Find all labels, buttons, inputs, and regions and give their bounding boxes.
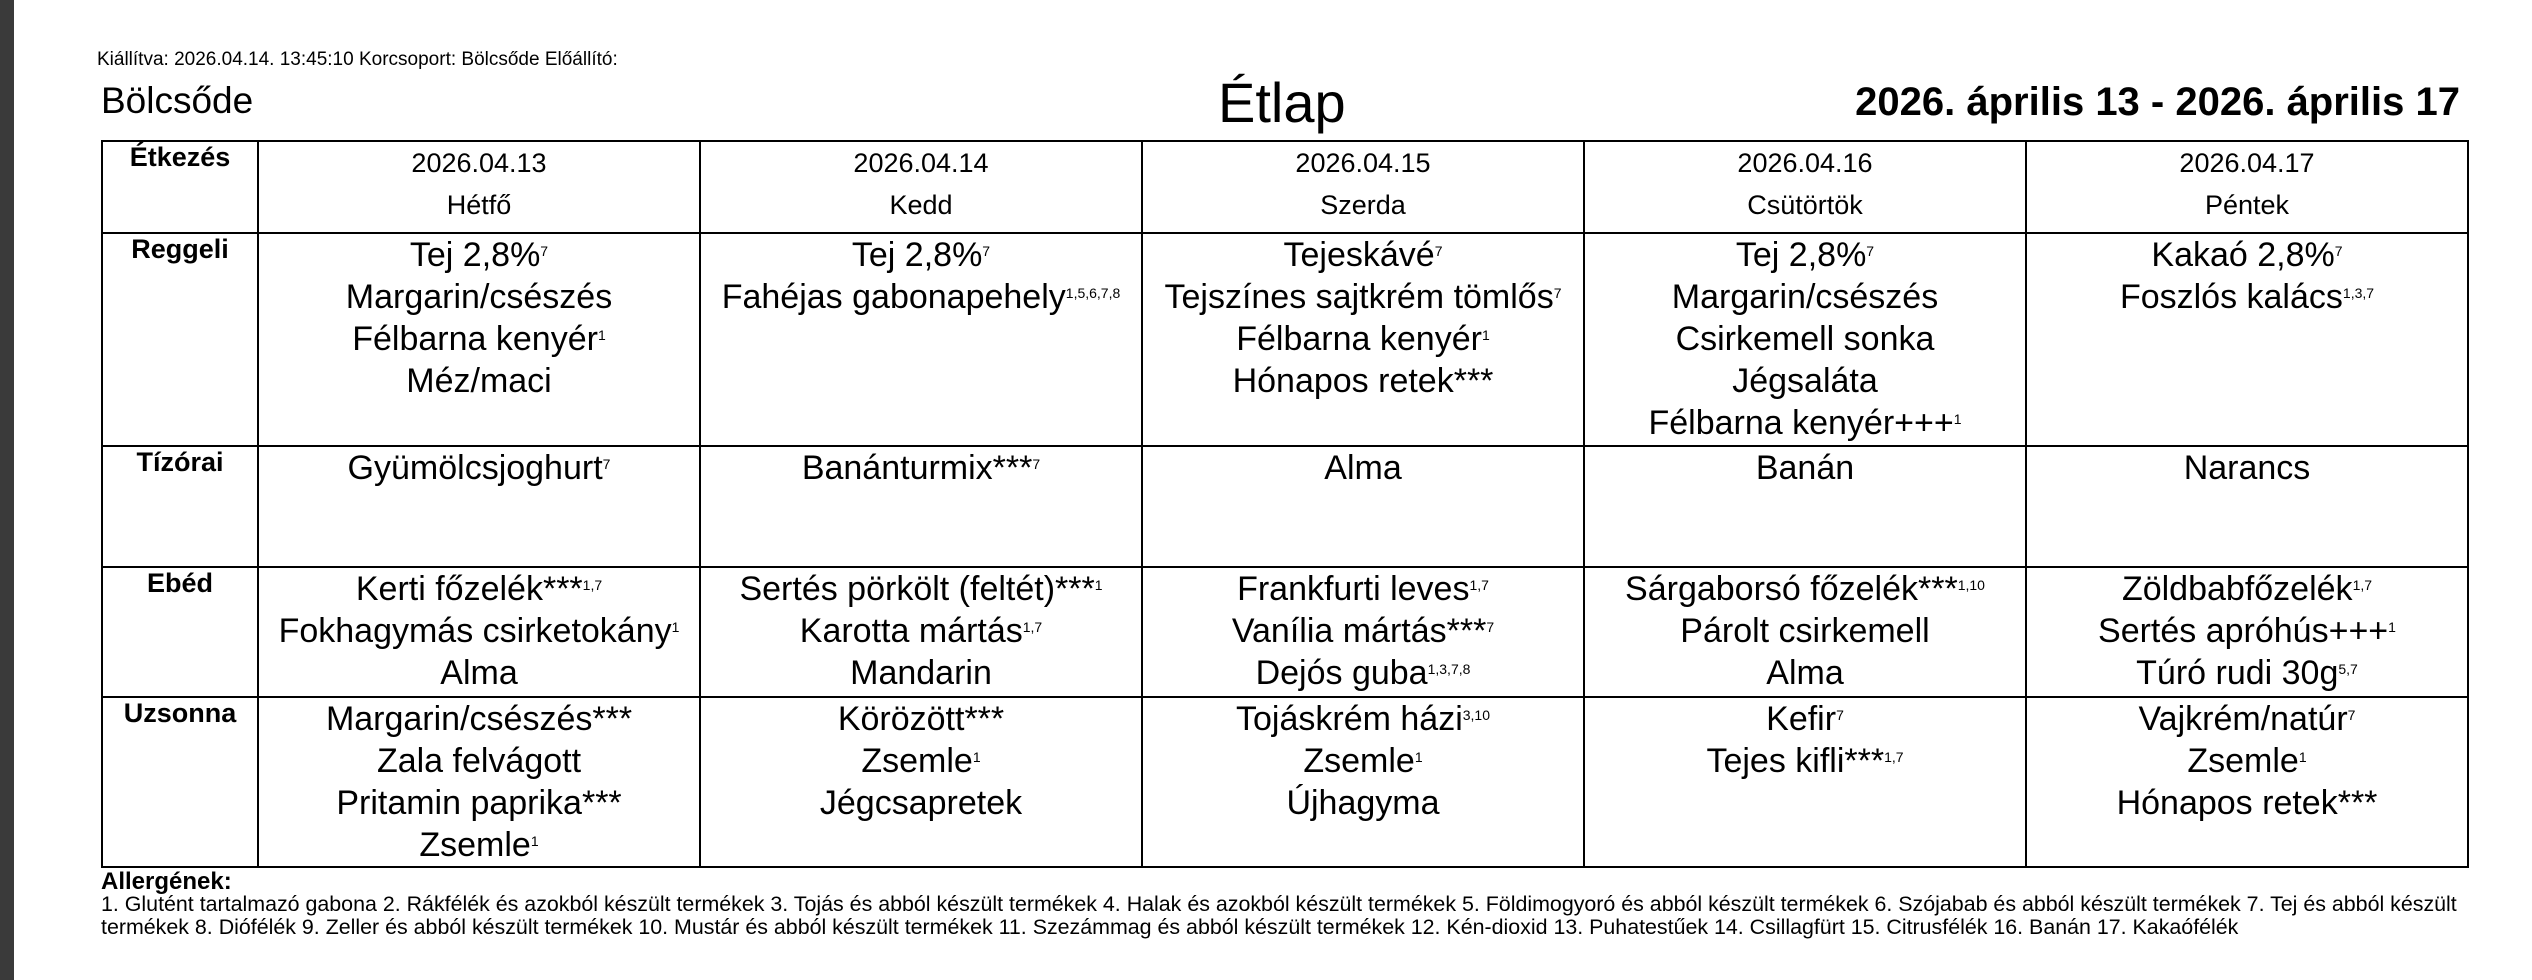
menu-cell (2026, 446, 2468, 567)
allergen-codes: 1 (1094, 577, 1103, 594)
menu-item (1585, 276, 2025, 318)
menu-item-text: Margarin/csészés (345, 278, 613, 316)
menu-item-text: Félbarna kenyér (1236, 320, 1482, 358)
menu-item (701, 652, 1141, 694)
menu-item-text: Pritamin paprika*** (336, 784, 622, 822)
menu-item-text: Tej 2,8% (1735, 236, 1867, 274)
day-date: 2026.04.13 (411, 148, 547, 178)
menu-item (259, 360, 699, 402)
menu-item (2027, 740, 2467, 782)
menu-item (1585, 610, 2025, 652)
menu-item-text: Dejós guba (1255, 654, 1428, 692)
allergen-codes: 1 (530, 833, 539, 850)
allergen-codes: 1 (2298, 749, 2307, 766)
day-name: Hétfő (446, 190, 512, 220)
menu-item (701, 740, 1141, 782)
day-name: Szerda (1320, 190, 1406, 220)
menu-item-text: Narancs (2183, 449, 2311, 487)
menu-item (2027, 610, 2467, 652)
menu-cell (258, 233, 700, 446)
menu-item-text: Alma (1324, 449, 1402, 487)
menu-item-text: Csirkemell sonka (1675, 320, 1935, 358)
allergen-codes: 1,5,6,7,8 (1065, 285, 1121, 302)
allergen-codes: 1 (2388, 619, 2396, 636)
menu-item (1143, 782, 1583, 824)
menu-cell (1584, 446, 2026, 567)
menu-cell (700, 697, 1142, 867)
menu-cell (700, 233, 1142, 446)
allergen-codes: 1 (1953, 411, 1962, 428)
day-date: 2026.04.15 (1295, 148, 1431, 178)
menu-item (701, 782, 1141, 824)
menu-item-text: Hónapos retek*** (1232, 362, 1494, 400)
menu-item-text: Sertés apróhús+++ (2098, 612, 2389, 650)
menu-item-text: Tojáskrém házi (1236, 700, 1463, 738)
menu-item (259, 610, 699, 652)
menu-cell (2026, 233, 2468, 446)
day-name: Csütörtök (1747, 190, 1863, 220)
day-name: Péntek (2204, 190, 2290, 220)
allergen-codes: 7 (2347, 707, 2356, 724)
menu-item (1585, 447, 2025, 489)
menu-cell (2026, 697, 2468, 867)
age-group-title: Bölcsőde (101, 80, 254, 121)
menu-cell (1584, 233, 2026, 446)
menu-item-text: Félbarna kenyér (352, 320, 598, 358)
allergen-codes: 7 (602, 456, 611, 473)
allergen-codes: 1,7 (2352, 577, 2373, 594)
menu-cell (700, 446, 1142, 567)
menu-cell (1142, 567, 1584, 697)
menu-item (701, 276, 1141, 318)
day-name: Kedd (889, 190, 953, 220)
day-header (1584, 141, 2026, 233)
allergen-codes: 1,7 (1469, 577, 1489, 594)
menu-item-text: Zala felvágott (376, 742, 582, 780)
menu-item (1143, 740, 1583, 782)
page-title: Étlap (1218, 71, 1346, 134)
period-title: 2026. április 13 - 2026. április 17 (1855, 80, 2460, 124)
menu-item (1585, 740, 2025, 782)
menu-item (1585, 402, 2025, 444)
menu-item-text: Margarin/csészés (1671, 278, 1939, 316)
menu-item (259, 698, 699, 740)
menu-item (2027, 234, 2467, 276)
menu-item-text: Újhagyma (1286, 784, 1440, 822)
menu-item-text: Tej 2,8% (409, 236, 541, 274)
menu-item-text: Banán (1755, 449, 1855, 487)
menu-item-text: Zöldbabfőzelék (2121, 570, 2353, 608)
allergen-codes: 1 (597, 327, 606, 344)
menu-item (1143, 360, 1583, 402)
menu-cell (700, 567, 1142, 697)
menu-item (701, 234, 1141, 276)
menu-item (259, 276, 699, 318)
day-header (1142, 141, 1584, 233)
menu-item (1585, 568, 2025, 610)
meal-label: Ebéd (102, 567, 258, 697)
menu-item-text: Zsemle (861, 742, 973, 780)
day-date: 2026.04.17 (2179, 148, 2315, 178)
menu-item-text: Zsemle (419, 826, 531, 864)
menu-item (2027, 652, 2467, 694)
menu-item-text: Frankfurti leves (1237, 570, 1470, 608)
menu-item (259, 568, 699, 610)
menu-item-text: Párolt csirkemell (1680, 612, 1930, 650)
menu-item-text: Tejszínes sajtkrém tömlős (1164, 278, 1554, 316)
menu-item-text: Karotta mártás (799, 612, 1023, 650)
menu-cell (1584, 697, 2026, 867)
allergen-codes: 7 (1434, 243, 1443, 260)
menu-item (1143, 276, 1583, 318)
day-header (2026, 141, 2468, 233)
menu-item-text: Banánturmix*** (801, 449, 1033, 487)
menu-item (701, 447, 1141, 489)
menu-item-text: Méz/maci (406, 362, 552, 400)
menu-item (701, 698, 1141, 740)
allergen-codes: 1 (1481, 327, 1490, 344)
menu-item (1585, 652, 2025, 694)
allergen-codes: 7 (2334, 243, 2343, 260)
day-date: 2026.04.14 (853, 148, 989, 178)
menu-item-text: Tejeskávé (1283, 236, 1435, 274)
menu-item-text: Vanília mártás*** (1231, 612, 1487, 650)
menu-item-text: Túró rudi 30g (2136, 654, 2339, 692)
meal-row (102, 446, 2468, 567)
menu-cell (1142, 697, 1584, 867)
day-header (258, 141, 700, 233)
table-header-row (102, 141, 2468, 233)
day-date: 2026.04.16 (1737, 148, 1873, 178)
day-header (700, 141, 1142, 233)
menu-item (1143, 234, 1583, 276)
menu-item-text: Fokhagymás csirketokány (278, 612, 672, 650)
allergen-codes: 7 (540, 243, 549, 260)
menu-cell (258, 446, 700, 567)
menu-item-text: Zsemle (2187, 742, 2299, 780)
menu-item (259, 740, 699, 782)
menu-item (259, 652, 699, 694)
menu-item (1585, 318, 2025, 360)
meal-label: Uzsonna (102, 697, 258, 867)
menu-item (259, 447, 699, 489)
allergen-legend (101, 870, 2521, 939)
menu-body (102, 233, 2468, 867)
menu-item (1143, 698, 1583, 740)
menu-item (1143, 568, 1583, 610)
menu-item (1585, 234, 2025, 276)
meal-column-header: Étkezés (102, 141, 258, 233)
menu-item (259, 234, 699, 276)
allergen-codes: 1,10 (1957, 577, 1985, 594)
menu-item (1143, 652, 1583, 694)
menu-item (259, 318, 699, 360)
menu-item-text: Foszlós kalács (2119, 278, 2343, 316)
menu-item-text: Fahéjas gabonapehely (721, 278, 1066, 316)
allergen-codes: 1,3,7,8 (1427, 661, 1471, 678)
menu-item-text: Körözött*** (837, 700, 1005, 738)
meal-row (102, 233, 2468, 446)
menu-item (2027, 782, 2467, 824)
menu-item (1143, 610, 1583, 652)
menu-item (2027, 276, 2467, 318)
menu-item-text: Tejes kifli*** (1706, 742, 1885, 780)
allergen-title: Allergének: (101, 868, 232, 895)
meal-row (102, 697, 2468, 867)
menu-item (1585, 698, 2025, 740)
allergen-codes: 7 (1553, 285, 1562, 302)
menu-item-text: Alma (440, 654, 518, 692)
menu-item-text: Jégsaláta (1732, 362, 1878, 400)
allergen-codes: 1,7 (582, 577, 603, 594)
menu-item-text: Félbarna kenyér+++ (1648, 404, 1954, 442)
menu-cell (1142, 446, 1584, 567)
menu-item (701, 568, 1141, 610)
menu-item (2027, 447, 2467, 489)
menu-item-text: Kakaó 2,8% (2151, 236, 2335, 274)
menu-item-text: Jégcsapretek (819, 784, 1023, 822)
allergen-codes: 1,3,7 (2342, 285, 2375, 302)
menu-cell (258, 697, 700, 867)
menu-item (1143, 447, 1583, 489)
menu-cell (2026, 567, 2468, 697)
menu-cell (258, 567, 700, 697)
allergen-codes: 1 (671, 619, 680, 636)
menu-table (101, 140, 2469, 868)
menu-item-text: Mandarin (850, 654, 992, 692)
menu-item (259, 782, 699, 824)
meal-label: Tízórai (102, 446, 258, 567)
menu-item-text: Tej 2,8% (851, 236, 983, 274)
menu-item-text: Gyümölcsjoghurt (347, 449, 603, 487)
menu-cell (1142, 233, 1584, 446)
menu-item (2027, 568, 2467, 610)
window-edge (0, 0, 14, 980)
meal-label: Reggeli (102, 233, 258, 446)
menu-item-text: Margarin/csészés*** (325, 700, 633, 738)
allergen-codes: 1,7 (1022, 619, 1043, 636)
menu-item (259, 824, 699, 866)
allergen-codes: 7 (1836, 707, 1844, 724)
allergen-codes: 5,7 (2338, 661, 2358, 678)
menu-item-text: Hónapos retek*** (2116, 784, 2378, 822)
menu-item-text: Kefir (1766, 700, 1837, 738)
menu-item (2027, 698, 2467, 740)
allergen-codes: 1 (972, 749, 981, 766)
meal-row (102, 567, 2468, 697)
allergen-text: 1. Glutént tartalmazó gabona 2. Rákfélék és azokból készült termékek 3. Tojás és abból készült termékek 4. Halak és azokból készült termékek 5. Földimogyoró és abból készült termékek 6. Szójabab és abból készült termékek 7. Tej és abból készült termékek 8. Diófélék 9. Zeller és abból készült termékek 10. Mustár és abból készült termékek 11. Szezámmag és abból készült termékek 12. Kén-dioxid 13. Puhatestűek 14. Csillagfürt 15. Citrusfélék 16. Banán 17. Kakaófélék (101, 892, 2457, 939)
allergen-codes: 7 (1032, 456, 1041, 473)
allergen-codes: 7 (1486, 619, 1495, 636)
allergen-codes: 7 (982, 243, 991, 260)
menu-item-text: Sárgaborsó főzelék*** (1625, 570, 1958, 608)
menu-item (1585, 360, 2025, 402)
menu-item-text: Kerti főzelék*** (355, 570, 583, 608)
allergen-codes: 3,10 (1462, 707, 1490, 724)
menu-item (701, 610, 1141, 652)
menu-item-text: Zsemle (1303, 742, 1415, 780)
menu-item-text: Alma (1766, 654, 1844, 692)
menu-cell (1584, 567, 2026, 697)
menu-item (1143, 318, 1583, 360)
allergen-codes: 1,7 (1884, 749, 1904, 766)
menu-item-text: Vajkrém/natúr (2138, 700, 2348, 738)
issued-line: Kiállítva: 2026.04.14. 13:45:10 Korcsoport: Bölcsőde Előállító: (97, 49, 618, 70)
allergen-codes: 1 (1414, 749, 1423, 766)
allergen-codes: 7 (1866, 243, 1875, 260)
menu-item-text: Sertés pörkölt (feltét)*** (739, 570, 1095, 608)
